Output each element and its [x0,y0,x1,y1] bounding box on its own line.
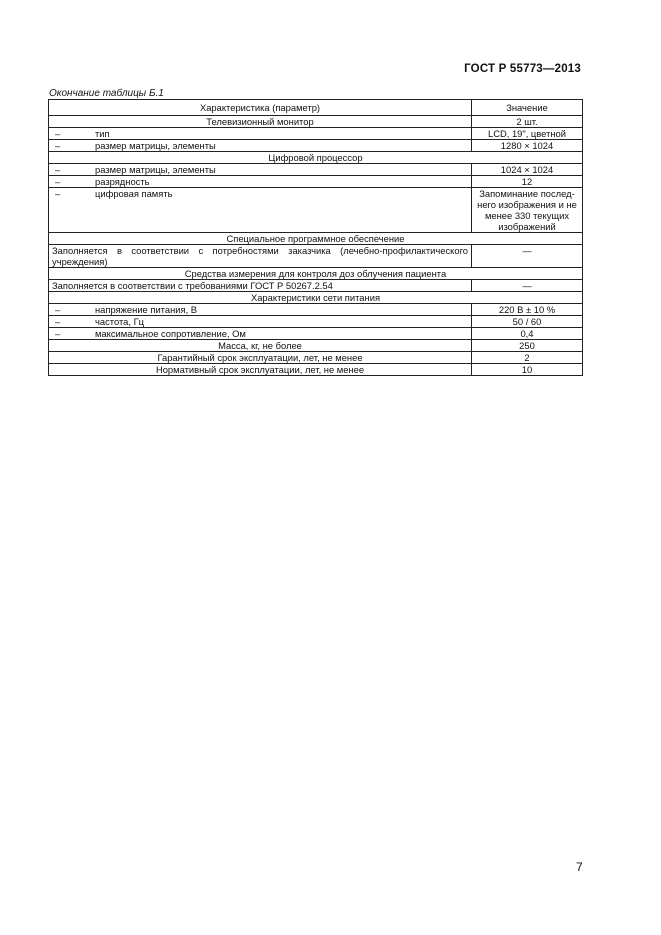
parameter-cell [49,316,472,328]
table-row [49,188,583,233]
parameter-value: 1024 × 1024 [472,164,583,176]
table-row [49,245,583,268]
parameter-cell [49,164,472,176]
group-heading: Средства измерения для контроля доз облучения пациента [49,268,583,280]
parameter-name: напряжение питания, В [95,304,198,315]
table-row [49,116,583,128]
table-row [49,176,583,188]
parameter-name: Телевизионный монитор [49,116,472,128]
parameter-item [52,304,468,315]
parameter-value: 220 В ± 10 % [472,304,583,316]
table-row [49,164,583,176]
parameter-cell [49,128,472,140]
page-number: 7 [576,860,583,874]
parameter-item [52,316,468,327]
parameter-name: Масса, кг, не более [49,340,472,352]
parameter-name: цифровая память [95,188,173,199]
parameter-value: 10 [472,364,583,376]
list-dash: – [55,316,61,327]
parameter-item [52,128,468,139]
parameter-name: размер матрицы, элементы [95,140,216,151]
table-row [49,233,583,245]
parameter-item [52,164,468,175]
table-row [49,304,583,316]
parameter-value: 12 [472,176,583,188]
value-line: изображений [498,221,556,232]
table-row [49,128,583,140]
parameter-note: Заполняется в соответствии с требованиями ГОСТ Р 50267.2.54 [49,280,472,292]
parameter-cell [49,176,472,188]
parameter-value: 50 / 60 [472,316,583,328]
parameter-name: размер матрицы, элементы [95,164,216,175]
parameter-value: LCD, 19", цветной [472,128,583,140]
table-header-row [49,100,583,116]
table-row [49,140,583,152]
value-line: него изображения и не [477,199,577,210]
column-header-value: Значение [472,100,583,116]
table-row [49,328,583,340]
parameter-cell [49,140,472,152]
parameter-value: — [472,280,583,292]
parameter-name: тип [95,128,110,139]
list-dash: – [55,328,61,339]
list-dash: – [55,128,61,139]
spec-table-body [49,100,583,376]
table-row [49,280,583,292]
value-line: менее 330 текущих [484,210,570,221]
list-dash: – [55,176,61,187]
parameter-name: Нормативный срок эксплуатации, лет, не менее [49,364,472,376]
parameter-name: частота, Гц [95,316,145,327]
group-heading: Характеристики сети питания [49,292,583,304]
parameter-value: 2 [472,352,583,364]
parameter-name: Гарантийный срок эксплуатации, лет, не менее [49,352,472,364]
table-row [49,152,583,164]
group-heading: Специальное программное обеспечение [49,233,583,245]
parameter-value: 2 шт. [472,116,583,128]
parameter-value [472,188,583,233]
value-line: Запоминание послед- [479,188,575,199]
table-row [49,268,583,280]
parameter-item [52,176,468,187]
table-caption: Окончание таблицы Б.1 [49,88,164,99]
parameter-value: 0,4 [472,328,583,340]
parameter-value: — [472,245,583,268]
table-row [49,364,583,376]
parameter-item [52,188,468,199]
parameter-name: максимальное сопротивление, Ом [95,328,246,339]
list-dash: – [55,188,61,199]
document-header: ГОСТ Р 55773—2013 [464,63,581,75]
parameter-item [52,140,468,151]
parameter-item [52,328,468,339]
spec-table [48,99,583,376]
table-row [49,352,583,364]
parameter-cell [49,188,472,233]
table-row [49,316,583,328]
table-row [49,292,583,304]
parameter-note: Заполняется в соответствии с потребностями заказчика (лечебно-профилактического учреждения) [49,245,472,268]
parameter-cell [49,328,472,340]
parameter-name: разрядность [95,176,150,187]
list-dash: – [55,140,61,151]
list-dash: – [55,164,61,175]
parameter-value: 250 [472,340,583,352]
list-dash: – [55,304,61,315]
parameter-cell [49,304,472,316]
table-row [49,340,583,352]
group-heading: Цифровой процессор [49,152,583,164]
column-header-parameter: Характеристика (параметр) [49,100,472,116]
parameter-value: 1280 × 1024 [472,140,583,152]
